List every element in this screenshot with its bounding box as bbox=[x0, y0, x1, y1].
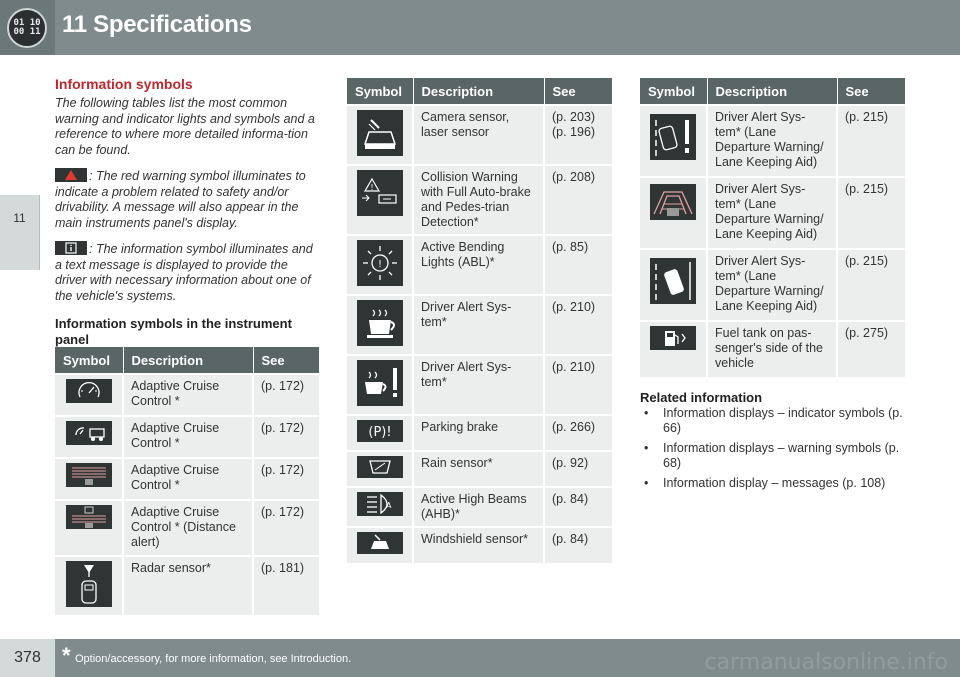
table-row bbox=[55, 374, 319, 416]
related-link[interactable]: • Information displays – indicator symbols (p. 66) bbox=[640, 406, 920, 436]
description-cell: Active High Beams (AHB)* bbox=[413, 487, 544, 527]
description-cell: Radar sensor* bbox=[123, 556, 253, 615]
table-header-row bbox=[347, 78, 612, 105]
symbol-cell bbox=[640, 105, 707, 177]
symbol-cell bbox=[347, 105, 413, 165]
acc-car-icon bbox=[66, 421, 112, 445]
see-cell: (p. 84) bbox=[544, 487, 612, 527]
see-cell: (p. 84) bbox=[544, 527, 612, 563]
table-row bbox=[640, 321, 905, 377]
description-cell: Driver Alert Sys-tem* (Lane Departure Warning/ Lane Keeping Aid) bbox=[707, 177, 837, 249]
table-row bbox=[347, 165, 612, 235]
symbols-table-2 bbox=[347, 78, 612, 563]
description-cell: Driver Alert Sys-tem* (Lane Departure Warning/ Lane Keeping Aid) bbox=[707, 249, 837, 321]
section-title: Information symbols bbox=[55, 76, 193, 92]
side-chapter-tab bbox=[0, 195, 40, 270]
intro-text: The following tables list the most common warning and indicator lights and symbols and a reference to where more detailed informa-tion can be found. bbox=[55, 96, 315, 157]
description-cell: Adaptive Cruise Control * bbox=[123, 416, 253, 458]
see-cell: (p. 203) (p. 196) bbox=[544, 105, 612, 165]
symbol-cell bbox=[347, 527, 413, 563]
see-cell: (p. 275) bbox=[837, 321, 905, 377]
coffee-cup-icon bbox=[357, 300, 403, 346]
header-see: See bbox=[544, 78, 612, 105]
symbol-cell bbox=[347, 415, 413, 451]
table-row bbox=[55, 458, 319, 500]
symbol-cell bbox=[55, 500, 123, 556]
svg-text:A: A bbox=[385, 501, 391, 510]
table-row bbox=[347, 235, 612, 295]
symbol-cell bbox=[347, 451, 413, 487]
warning-paragraph bbox=[55, 168, 320, 231]
svg-text:(P)!: (P)! bbox=[367, 425, 392, 440]
acc-gauge-icon bbox=[66, 379, 112, 403]
collision-warning-icon bbox=[357, 170, 403, 216]
see-cell: (p. 210) bbox=[544, 355, 612, 415]
info-text: : The information symbol illuminates and a text message is displayed to provide the driver with necessary information about one of the vehicle's systems. bbox=[55, 242, 313, 303]
instrument-symbols-table bbox=[55, 347, 319, 615]
header-description: Description bbox=[123, 347, 253, 374]
symbol-cell bbox=[55, 416, 123, 458]
table-row bbox=[640, 249, 905, 321]
table-row bbox=[55, 500, 319, 556]
description-cell: Driver Alert Sys-tem* bbox=[413, 295, 544, 355]
symbol-cell bbox=[55, 556, 123, 615]
footnote-star: * bbox=[62, 643, 71, 668]
see-cell: (p. 172) bbox=[253, 374, 319, 416]
description-cell: Adaptive Cruise Control * bbox=[123, 374, 253, 416]
related-link[interactable]: • Information display – messages (p. 108) bbox=[640, 476, 920, 491]
header-symbol: Symbol bbox=[347, 78, 413, 105]
description-cell: Driver Alert Sys-tem* (Lane Departure Warning/ Lane Keeping Aid) bbox=[707, 105, 837, 177]
table-row bbox=[640, 177, 905, 249]
header-description: Description bbox=[707, 78, 837, 105]
info-paragraph bbox=[55, 241, 320, 304]
description-cell: Rain sensor* bbox=[413, 451, 544, 487]
acc-distance-icon bbox=[66, 463, 112, 487]
warning-text: : The red warning symbol illuminates to indicate a problem related to safety and/or drivability. A message will also appear in the main instruments panel's display. bbox=[55, 169, 306, 230]
table-row bbox=[347, 415, 612, 451]
symbol-cell bbox=[640, 177, 707, 249]
table-row bbox=[347, 355, 612, 415]
related-link[interactable]: • Information displays – warning symbols (p. 68) bbox=[640, 441, 920, 471]
description-cell: Windshield sensor* bbox=[413, 527, 544, 563]
related-information bbox=[640, 390, 920, 496]
description-cell: Driver Alert Sys-tem* bbox=[413, 355, 544, 415]
symbol-cell bbox=[347, 295, 413, 355]
table-header-row bbox=[55, 347, 319, 374]
see-cell: (p. 215) bbox=[837, 177, 905, 249]
see-cell: (p. 215) bbox=[837, 249, 905, 321]
side-tab-label: 11 bbox=[13, 211, 26, 225]
bending-light-icon bbox=[357, 240, 403, 286]
description-cell: Adaptive Cruise Control * bbox=[123, 458, 253, 500]
table-row bbox=[347, 451, 612, 487]
description-cell: Fuel tank on pas-senger's side of the vehicle bbox=[707, 321, 837, 377]
rain-sensor-icon bbox=[357, 456, 403, 478]
see-cell: (p. 215) bbox=[837, 105, 905, 177]
chapter-badge-icon bbox=[7, 8, 47, 48]
lane-lines-icon bbox=[650, 184, 696, 220]
svg-text:!: ! bbox=[369, 183, 374, 192]
see-cell: (p. 92) bbox=[544, 451, 612, 487]
symbol-cell bbox=[347, 487, 413, 527]
badge-line-1: 01 10 bbox=[13, 18, 41, 28]
symbol-cell bbox=[640, 321, 707, 377]
page-number: 378 bbox=[0, 639, 55, 677]
red-warning-icon bbox=[55, 168, 87, 182]
see-cell: (p. 172) bbox=[253, 500, 319, 556]
header-see: See bbox=[253, 347, 319, 374]
see-cell: (p. 172) bbox=[253, 416, 319, 458]
see-cell: (p. 266) bbox=[544, 415, 612, 451]
table-row bbox=[347, 295, 612, 355]
see-cell: (p. 208) bbox=[544, 165, 612, 235]
chapter-title: 11 Specifications bbox=[62, 11, 252, 38]
table-row bbox=[55, 556, 319, 615]
table-row bbox=[640, 105, 905, 177]
table-row bbox=[347, 105, 612, 165]
symbol-cell bbox=[640, 249, 707, 321]
table-row bbox=[347, 487, 612, 527]
symbol-cell bbox=[347, 235, 413, 295]
table-row bbox=[55, 416, 319, 458]
symbols-table-3 bbox=[640, 78, 905, 377]
high-beam-auto-icon bbox=[357, 492, 403, 516]
symbol-cell bbox=[347, 355, 413, 415]
svg-text:!: ! bbox=[377, 259, 382, 270]
related-list bbox=[640, 406, 920, 491]
radar-sensor-icon bbox=[66, 561, 112, 607]
description-cell: Collision Warning with Full Auto-brake and Pedes-trian Detection* bbox=[413, 165, 544, 235]
intro-column bbox=[55, 76, 320, 348]
page-footer bbox=[0, 639, 960, 677]
badge-line-2: 00 11 bbox=[13, 27, 41, 37]
see-cell: (p. 85) bbox=[544, 235, 612, 295]
acc-distance-alert-icon bbox=[66, 505, 112, 529]
subsection-title: Information symbols in the instrument panel bbox=[55, 316, 292, 347]
chapter-header bbox=[0, 0, 960, 55]
fuel-side-icon bbox=[650, 326, 696, 350]
coffee-cup-alert-icon bbox=[357, 360, 403, 406]
description-cell: Active Bending Lights (ABL)* bbox=[413, 235, 544, 295]
header-symbol: Symbol bbox=[640, 78, 707, 105]
header-description: Description bbox=[413, 78, 544, 105]
footnote-text: Option/accessory, for more information, see Introduction. bbox=[75, 653, 352, 665]
lane-alert-icon bbox=[650, 114, 696, 160]
table-header-row bbox=[640, 78, 905, 105]
see-cell: (p. 210) bbox=[544, 295, 612, 355]
see-cell: (p. 172) bbox=[253, 458, 319, 500]
header-symbol: Symbol bbox=[55, 347, 123, 374]
symbol-cell bbox=[347, 165, 413, 235]
watermark: carmanualsonline.info bbox=[704, 650, 948, 675]
camera-sensor-icon bbox=[357, 110, 403, 156]
description-cell: Adaptive Cruise Control * (Distance alert) bbox=[123, 500, 253, 556]
header-see: See bbox=[837, 78, 905, 105]
description-cell: Camera sensor, laser sensor bbox=[413, 105, 544, 165]
lane-car-icon bbox=[650, 258, 696, 304]
symbol-cell bbox=[55, 374, 123, 416]
see-cell: (p. 181) bbox=[253, 556, 319, 615]
related-title: Related information bbox=[640, 390, 763, 405]
table-row bbox=[347, 527, 612, 563]
windshield-sensor-icon bbox=[357, 532, 403, 554]
information-icon bbox=[55, 241, 87, 255]
symbol-cell bbox=[55, 458, 123, 500]
parking-brake-icon bbox=[357, 420, 403, 442]
description-cell: Parking brake bbox=[413, 415, 544, 451]
